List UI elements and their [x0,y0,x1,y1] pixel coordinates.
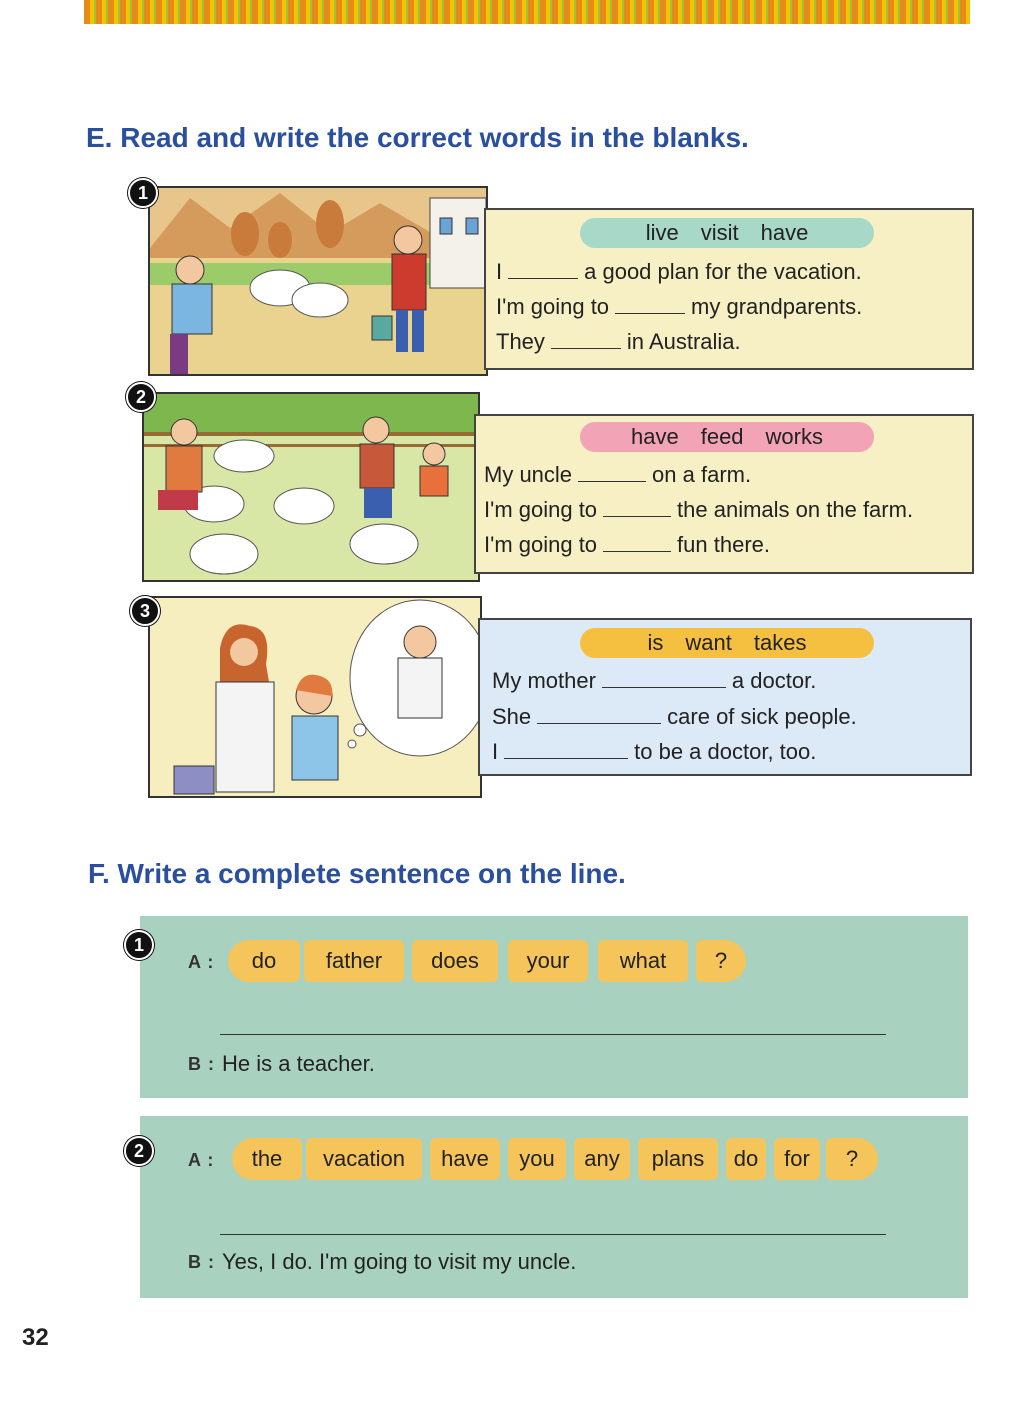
answer-blank[interactable] [537,703,661,724]
word-chip[interactable]: ? [696,940,746,982]
word-chip[interactable]: for [774,1138,820,1180]
e1-sentence-3 [496,328,741,355]
word-chip[interactable]: have [430,1138,500,1180]
speaker-b-answer: He is a teacher. [222,1051,375,1076]
speaker-a-label: A : [188,1150,215,1170]
e3-sentence-3 [492,738,816,765]
item-number-badge: 2 [126,382,156,412]
word-bank-item: visit [700,220,739,245]
sentence-end: care of sick people. [667,704,857,729]
sentence-start: I'm going to [484,532,598,557]
e3-sentence-2 [492,703,857,730]
word-chip[interactable]: your [508,940,588,982]
sentence-end: a good plan for the vacation. [584,259,862,284]
e1-word-bank [580,218,874,248]
item-number-badge: 1 [128,178,158,208]
word-chip[interactable]: father [304,940,404,982]
sentence-end: in Australia. [626,329,741,354]
illustration-feeding-sheep [144,394,478,580]
answer-write-line[interactable] [220,1234,886,1235]
sentence-start: I [492,739,499,764]
item-number-badge: 1 [124,930,154,960]
speaker-b-label: B : [188,1252,215,1272]
word-chip[interactable]: the [232,1138,302,1180]
answer-blank[interactable] [551,328,621,349]
sentence-end: fun there. [677,532,770,557]
e3-word-bank [580,628,874,658]
section-e-title: E. Read and write the correct words in the blanks. [86,122,749,153]
word-bank-item: want [685,630,732,655]
word-chip[interactable]: you [508,1138,566,1180]
speaker-a-label: A : [188,952,215,972]
sentence-start: My mother [492,668,596,693]
word-bank-item: live [645,220,679,245]
word-chip[interactable]: does [412,940,498,982]
answer-blank[interactable] [578,461,646,482]
page-number: 32 [22,1324,49,1351]
word-bank-item: have [631,424,679,449]
e2-sentence-1 [484,461,751,488]
word-bank-item: takes [753,630,807,655]
sentence-end: on a farm. [652,462,752,487]
doctor-illustration [148,596,482,798]
sentence-end: a doctor. [731,668,817,693]
illustration-kangaroos-sheep [150,188,486,374]
word-chip[interactable]: do [228,940,300,982]
item-number-badge: 3 [130,596,160,626]
e1-sentence-2 [496,293,862,320]
word-chip[interactable]: any [574,1138,630,1180]
sentence-end: the animals on the farm. [677,497,914,522]
answer-blank[interactable] [603,531,671,552]
answer-blank[interactable] [508,258,578,279]
word-bank-item: have [760,220,809,245]
e2-sentence-3 [484,531,770,558]
top-decorative-stripe [84,0,970,24]
sentence-end: to be a doctor, too. [634,739,817,764]
e1-sentence-1 [496,258,862,285]
illustration-mother-doctor [150,598,480,796]
sentence-start: I'm going to [496,294,610,319]
farm-kangaroo-illustration [148,186,488,376]
word-chip[interactable]: ? [826,1138,878,1180]
word-chip[interactable]: do [726,1138,766,1180]
answer-write-line[interactable] [220,1034,886,1035]
sentence-start: I [496,259,503,284]
item-number-badge: 2 [124,1136,154,1166]
speaker-b-label: B : [188,1054,215,1074]
word-bank-item: works [765,424,823,449]
section-f-title: F. Write a complete sentence on the line. [88,858,626,889]
answer-blank[interactable] [603,496,671,517]
sentence-start: My uncle [484,462,573,487]
farm-sheep-illustration [142,392,480,582]
e2-sentence-2 [484,496,913,523]
sentence-start: I'm going to [484,497,598,522]
word-bank-item: feed [700,424,744,449]
answer-blank[interactable] [602,667,726,688]
speaker-b-answer: Yes, I do. I'm going to visit my uncle. [222,1249,577,1274]
word-chip[interactable]: plans [638,1138,718,1180]
e3-sentence-1 [492,667,816,694]
e2-word-bank [580,422,874,452]
answer-blank[interactable] [615,293,685,314]
sentence-start: They [496,329,545,354]
word-chip[interactable]: what [598,940,688,982]
word-bank-item: is [647,630,664,655]
sentence-end: my grandparents. [691,294,863,319]
sentence-start: She [492,704,532,729]
word-chip[interactable]: vacation [306,1138,422,1180]
answer-blank[interactable] [504,738,628,759]
